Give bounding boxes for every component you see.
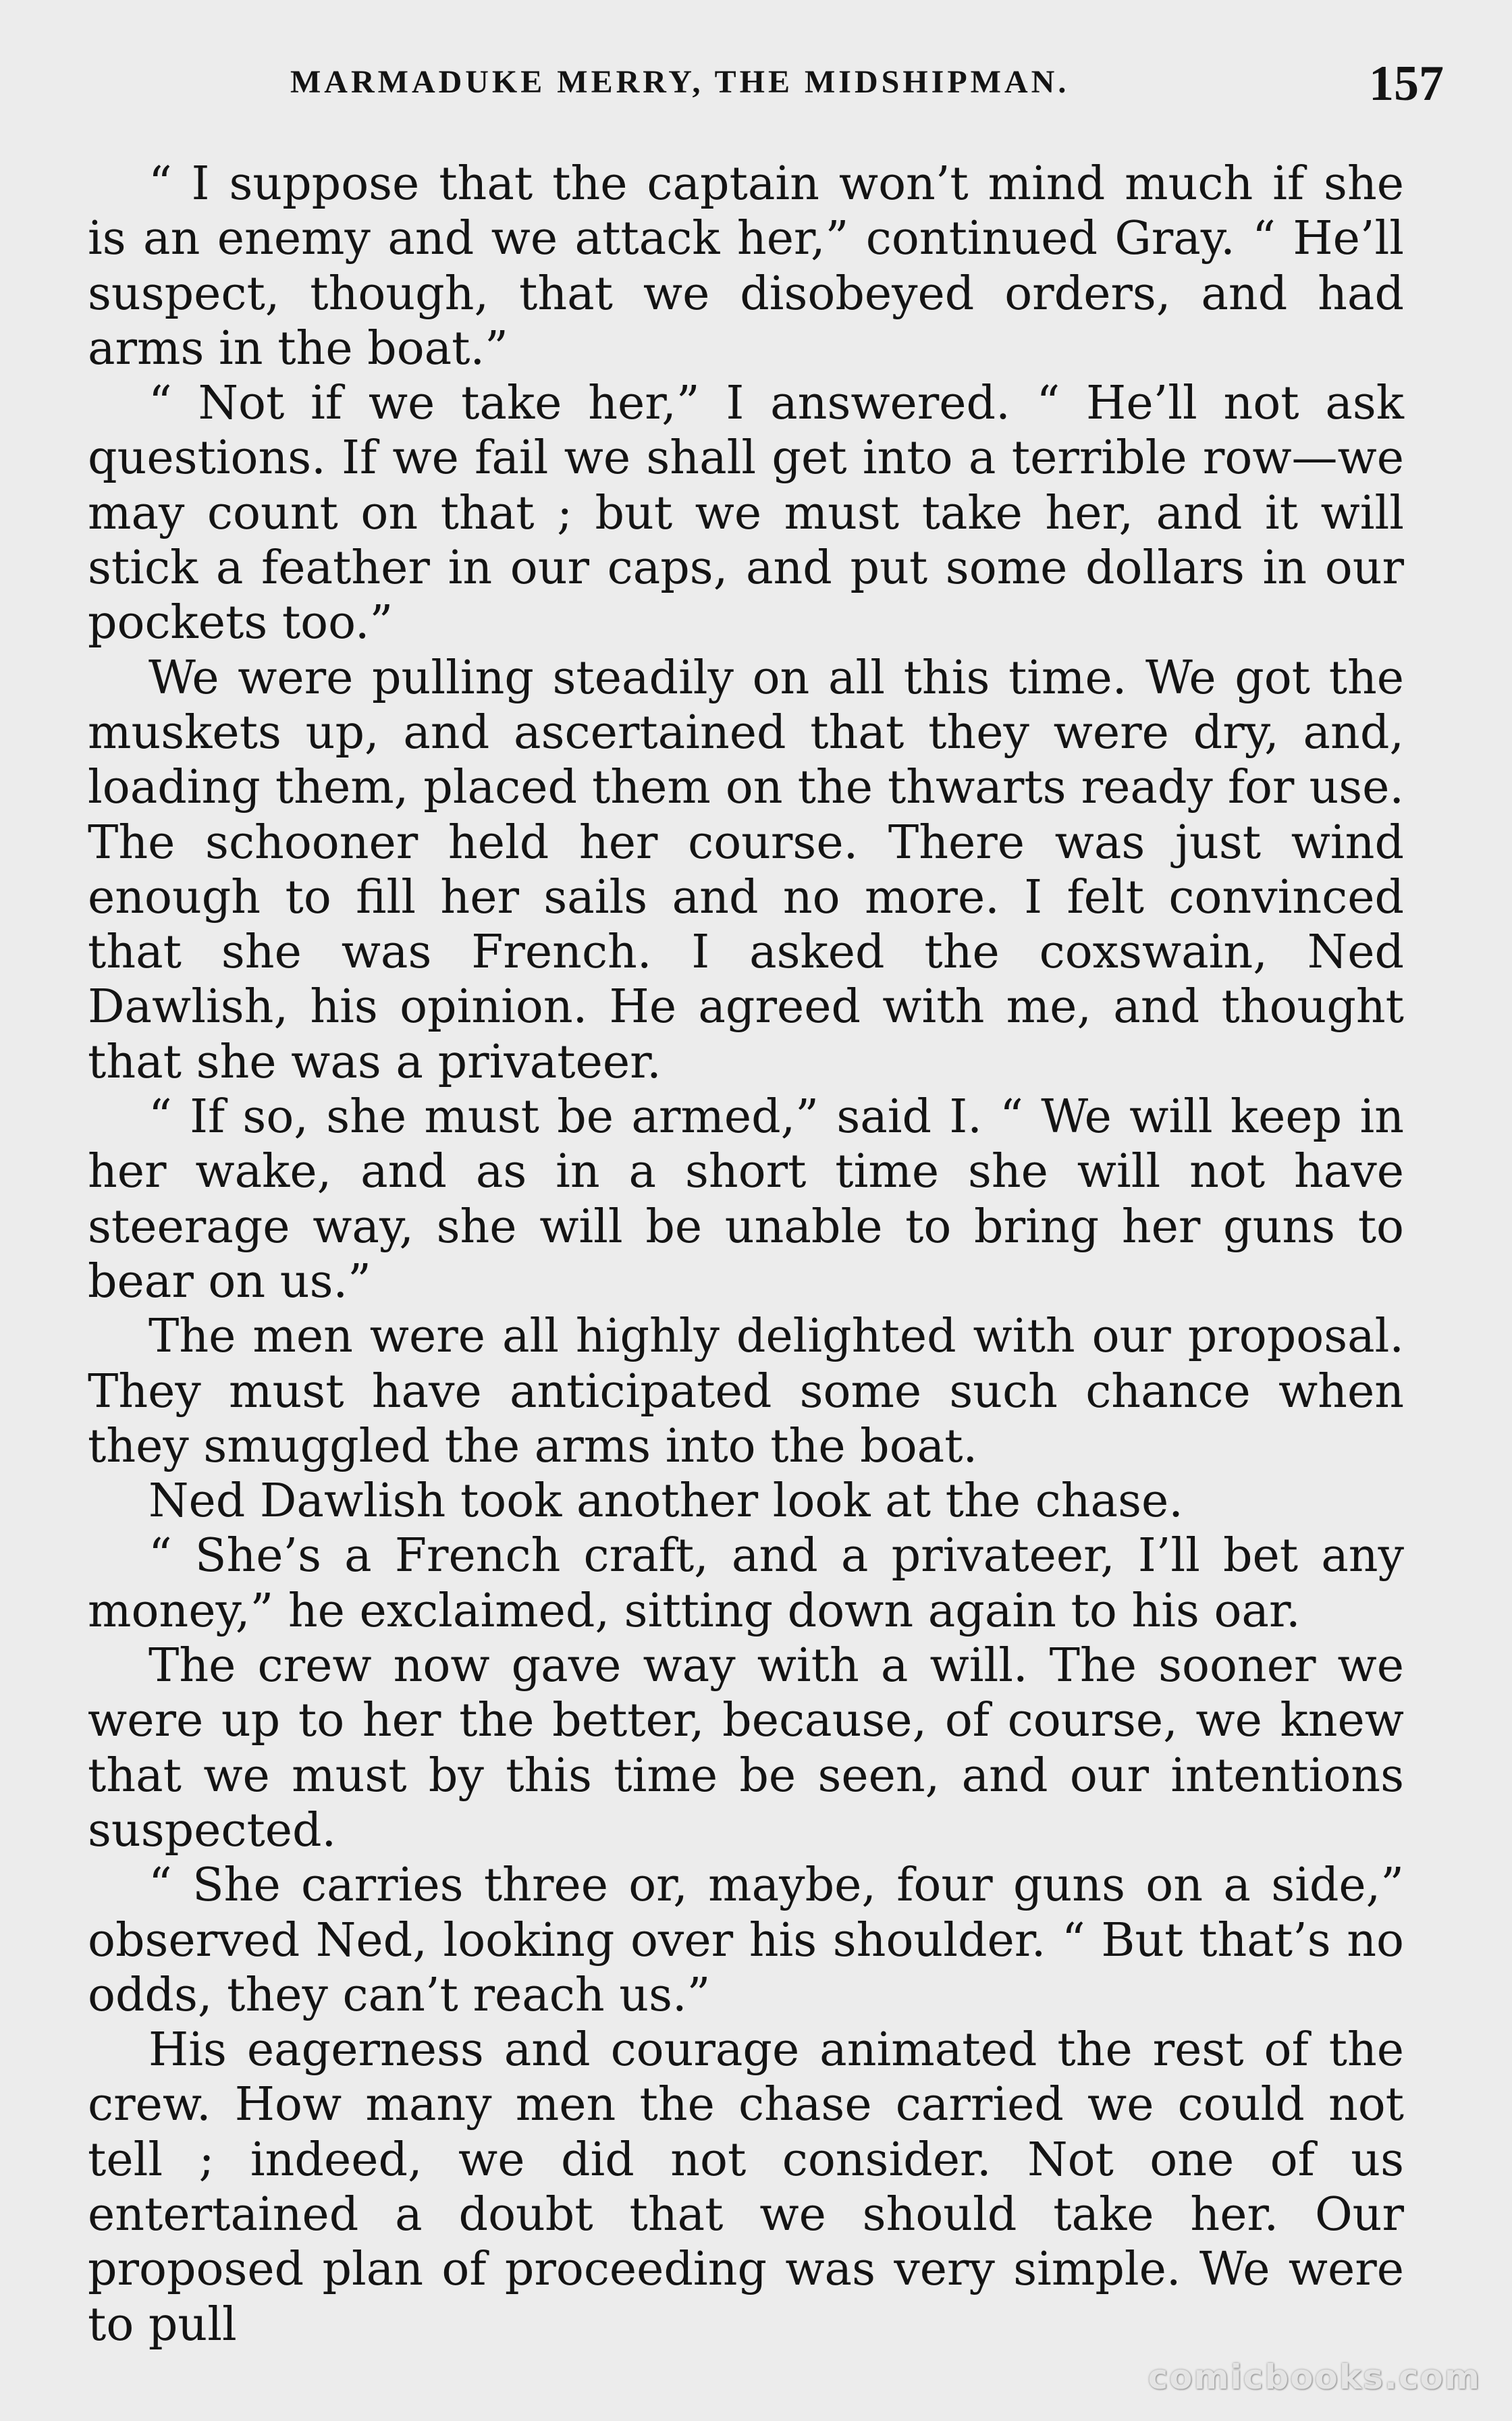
watermark: comicbooks.com: [1148, 2358, 1481, 2397]
running-title: MARMADUKE MERRY, THE MIDSHIPMAN.: [290, 64, 1070, 100]
paragraph: “ She carries three or, maybe, four guns on a side,” observed Ned, looking over his shoulder. “ But that’s no odds, they can’t reach us.”: [88, 1859, 1404, 2022]
paragraph: We were pulling steadily on all this time. We got the muskets up, and ascertained that they were dry, and, loading them, placed them on the thwarts ready for use. The schooner held her course. There was just wind enough to fill her sails and no more. I felt convinced that she was French. I asked the coxswain, Ned Dawlish, his opinion. He agreed with me, and thought that she was a privateer.: [88, 651, 1404, 1089]
page-number: 157: [1369, 56, 1444, 111]
paragraph: Ned Dawlish took another look at the chase.: [148, 1474, 1183, 1528]
running-head: [290, 55, 1451, 116]
paragraph: “ Not if we take her,” I answered. “ He’ll not ask questions. If we fail we shall get into a terrible row—we may count on that ; but we must take her, and it will stick a feather in our caps, and put some dollars in our pockets too.”: [88, 377, 1404, 650]
paragraph: The men were all highly delighted with our proposal. They must have anticipated some such chance when they smuggled the arms into the boat.: [88, 1310, 1404, 1473]
paragraph: “ If so, she must be armed,” said I. “ We will keep in her wake, and as in a short time she will not have steerage way, she will be unable to bring her guns to bear on us.”: [88, 1090, 1404, 1308]
paragraph: “ I suppose that the captain won’t mind much if she is an enemy and we attack her,” continued Gray. “ He’ll suspect, though, that we disobeyed orders, and had arms in the boat.”: [88, 157, 1404, 375]
paragraph: The crew now gave way with a will. The sooner we were up to her the better, because, of course, we knew that we must by this time be seen, and our intentions suspected.: [88, 1639, 1404, 1857]
paragraph: His eagerness and courage animated the rest of the crew. How many men the chase carried we could not tell ; indeed, we did not consider. Not one of us entertained a doubt that we should take her. Our proposed plan of proceeding was very simple. We were to pull: [88, 2023, 1404, 2351]
body-text: [88, 157, 1404, 2352]
paragraph: “ She’s a French craft, and a privateer, I’ll bet any money,” he exclaimed, sitting down again to his oar.: [88, 1529, 1404, 1638]
